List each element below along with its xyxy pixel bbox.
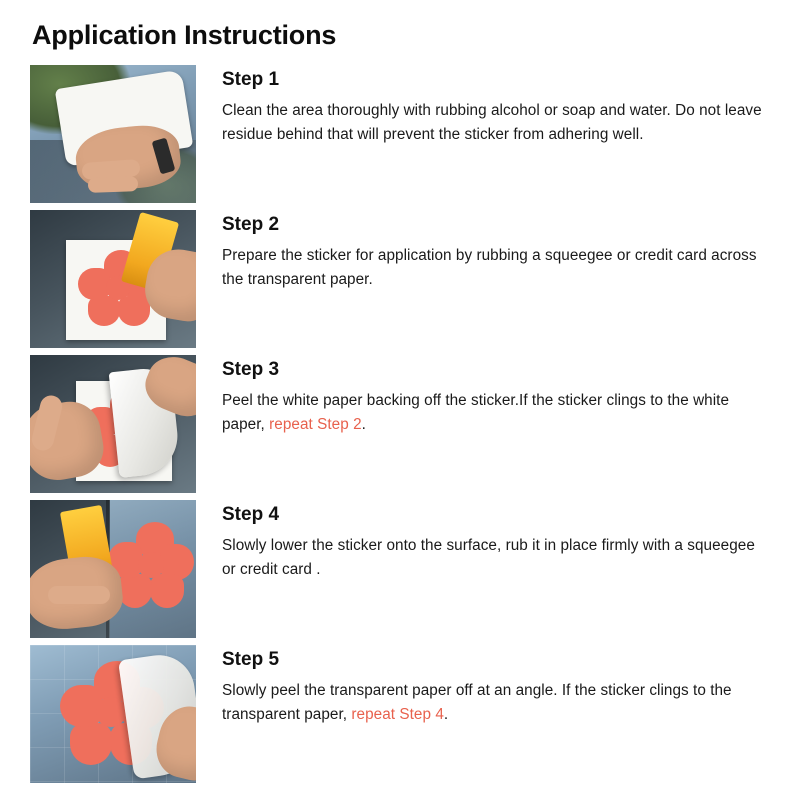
list-item — [30, 500, 770, 638]
list-item — [30, 645, 770, 783]
step-body-tail: . — [443, 705, 449, 723]
page-title: Application Instructions — [32, 20, 337, 50]
step-3-image — [30, 355, 196, 493]
step-3-text — [222, 355, 770, 436]
step-body-main: Peel the white paper backing off the sticker.If the sticker clings to the white paper, — [222, 392, 730, 433]
step-body-main: Slowly peel the transparent paper off at an angle. If the sticker clings to the transparent paper, — [222, 682, 732, 723]
step-2-image — [30, 210, 196, 348]
step-body — [222, 99, 770, 146]
step-title: Step 5 — [222, 649, 280, 670]
step-body — [222, 679, 770, 726]
step-title: Step 2 — [222, 214, 280, 235]
list-item — [30, 355, 770, 493]
step-body — [222, 534, 770, 581]
step-body-accent: repeat Step 2 — [269, 415, 362, 433]
step-body-accent: repeat Step 4 — [351, 705, 444, 723]
step-body — [222, 389, 770, 436]
step-body-main: Prepare the sticker for application by rubbing a squeegee or credit card across the transparent paper. — [222, 247, 757, 288]
finger-icon — [88, 176, 138, 193]
step-body — [222, 244, 770, 291]
step-1-image — [30, 65, 196, 203]
step-2-text — [222, 210, 770, 291]
list-item — [30, 65, 770, 203]
step-1-text — [222, 65, 770, 146]
step-4-text — [222, 500, 770, 581]
step-title: Step 1 — [222, 69, 280, 90]
step-5-text — [222, 645, 770, 726]
list-item — [30, 210, 770, 348]
steps-list — [30, 65, 770, 790]
step-title: Step 3 — [222, 359, 280, 380]
step-body-tail: . — [361, 415, 366, 433]
step-5-image — [30, 645, 196, 783]
step-title: Step 4 — [222, 504, 280, 525]
step-body-main: Clean the area thoroughly with rubbing alcohol or soap and water. Do not leave residue behind that will prevent the sticker from adhering well. — [222, 102, 762, 143]
step-4-image — [30, 500, 196, 638]
finger-icon — [48, 586, 110, 604]
step-body-main: Slowly lower the sticker onto the surface, rub it in place firmly with a squeegee or credit card . — [222, 537, 755, 578]
